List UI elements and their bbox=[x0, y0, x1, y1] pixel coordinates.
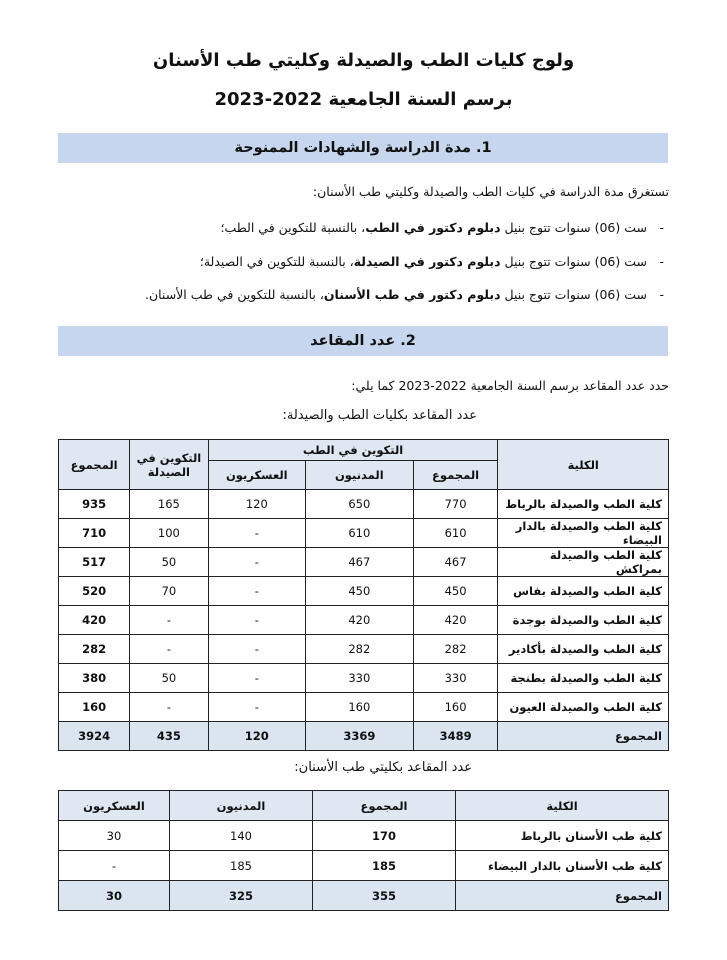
col-grand-total: المجموع bbox=[59, 440, 130, 490]
cell-faculty: كلية الطب والصيدلة بأكادير bbox=[498, 635, 669, 664]
cell-civil: 450 bbox=[305, 577, 413, 606]
bullet-medicine bbox=[221, 220, 647, 235]
table-row bbox=[59, 577, 669, 606]
cell-civil: 610 bbox=[305, 519, 413, 548]
cell-total-med: 420 bbox=[413, 606, 498, 635]
cell-total-med: 770 bbox=[413, 490, 498, 519]
bullet-text: ست (06) سنوات تتوج بنيل bbox=[500, 287, 647, 302]
cell-pharmacy: 50 bbox=[130, 664, 208, 693]
cell-sum-total: 355 bbox=[313, 881, 456, 911]
col-faculty: الكلية bbox=[498, 440, 669, 490]
cell-faculty: كلية الطب والصيدلة بفاس bbox=[498, 577, 669, 606]
table-sum-row bbox=[59, 722, 669, 751]
cell-civil: 650 bbox=[305, 490, 413, 519]
medicine-pharmacy-seats-table bbox=[58, 439, 669, 751]
bullet-text: ، بالنسبة للتكوين في الصيدلة؛ bbox=[199, 254, 354, 269]
section1-intro: تستغرق مدة الدراسة في كليات الطب والصيدلة وكليتي طب الأسنان: bbox=[312, 184, 669, 199]
cell-sum-pharmacy: 435 bbox=[130, 722, 208, 751]
table-row bbox=[59, 851, 669, 881]
bullet-pharmacy bbox=[200, 254, 647, 269]
cell-pharmacy: 70 bbox=[130, 577, 208, 606]
cell-sum-label: المجموع bbox=[498, 722, 669, 751]
cell-military: 30 bbox=[59, 821, 170, 851]
cell-faculty: كلية طب الأسنان بالرباط bbox=[456, 821, 669, 851]
bullet-bold: دبلوم دكتور في الطب bbox=[365, 220, 501, 235]
cell-sum-civil: 325 bbox=[170, 881, 313, 911]
cell-sum-civil: 3369 bbox=[305, 722, 413, 751]
table-row bbox=[59, 821, 669, 851]
cell-total-med: 282 bbox=[413, 635, 498, 664]
col-total-med: المجموع bbox=[413, 461, 498, 490]
cell-faculty: كلية الطب والصيدلة بمراكش bbox=[498, 548, 669, 577]
bullet-bold: دبلوم دكتور في الصيدلة bbox=[353, 254, 501, 269]
cell-total: 517 bbox=[59, 548, 130, 577]
cell-total: 185 bbox=[313, 851, 456, 881]
cell-civil: 467 bbox=[305, 548, 413, 577]
cell-faculty: كلية الطب والصيدلة بوجدة bbox=[498, 606, 669, 635]
bullet-text: ست (06) سنوات تتوج بنيل bbox=[500, 254, 647, 269]
col-faculty: الكلية bbox=[456, 791, 669, 821]
cell-faculty: كلية الطب والصيدلة بالدار البيضاء bbox=[498, 519, 669, 548]
cell-sum-military: 120 bbox=[208, 722, 305, 751]
cell-total: 282 bbox=[59, 635, 130, 664]
cell-civil: 330 bbox=[305, 664, 413, 693]
cell-pharmacy: 100 bbox=[130, 519, 208, 548]
cell-faculty: كلية الطب والصيدلة العيون bbox=[498, 693, 669, 722]
cell-total-med: 450 bbox=[413, 577, 498, 606]
dentistry-seats-table bbox=[58, 790, 669, 911]
bullet-bold: دبلوم دكتور في طب الأسنان bbox=[323, 287, 501, 302]
cell-total: 380 bbox=[59, 664, 130, 693]
page-subtitle: برسم السنة الجامعية 2022-2023 bbox=[214, 89, 513, 110]
cell-military: 120 bbox=[208, 490, 305, 519]
section2-intro: حدد عدد المقاعد برسم السنة الجامعية 2022-2023 كما يلي: bbox=[351, 378, 669, 393]
bullet-dentistry bbox=[145, 287, 647, 302]
cell-total-med: 330 bbox=[413, 664, 498, 693]
cell-civil: 282 bbox=[305, 635, 413, 664]
cell-pharmacy: 50 bbox=[130, 548, 208, 577]
cell-total: 710 bbox=[59, 519, 130, 548]
table2-caption: عدد المقاعد بكليتي طب الأسنان: bbox=[294, 760, 472, 775]
section2-heading: 2. عدد المقاعد bbox=[58, 326, 668, 356]
cell-total-med: 610 bbox=[413, 519, 498, 548]
bullet-dash: - bbox=[659, 254, 664, 269]
cell-military: - bbox=[208, 606, 305, 635]
cell-military: - bbox=[208, 635, 305, 664]
cell-total: 170 bbox=[313, 821, 456, 851]
col-total: المجموع bbox=[313, 791, 456, 821]
table-row bbox=[59, 548, 669, 577]
cell-faculty: كلية طب الأسنان بالدار البيضاء bbox=[456, 851, 669, 881]
cell-pharmacy: - bbox=[130, 635, 208, 664]
table-row bbox=[59, 693, 669, 722]
cell-military: - bbox=[208, 519, 305, 548]
cell-pharmacy: 165 bbox=[130, 490, 208, 519]
cell-military: - bbox=[208, 577, 305, 606]
cell-military: - bbox=[208, 548, 305, 577]
cell-civil: 160 bbox=[305, 693, 413, 722]
bullet-text: ست (06) سنوات تتوج بنيل bbox=[500, 220, 647, 235]
cell-total: 420 bbox=[59, 606, 130, 635]
cell-faculty: كلية الطب والصيدلة بالرباط bbox=[498, 490, 669, 519]
table-row bbox=[59, 635, 669, 664]
cell-civil: 420 bbox=[305, 606, 413, 635]
cell-total: 935 bbox=[59, 490, 130, 519]
cell-military: - bbox=[208, 693, 305, 722]
bullet-text: ، بالنسبة للتكوين في الطب؛ bbox=[220, 220, 366, 235]
col-civil: المدنيون bbox=[305, 461, 413, 490]
table-row bbox=[59, 664, 669, 693]
cell-military: - bbox=[59, 851, 170, 881]
bullet-dash: - bbox=[659, 220, 664, 235]
col-medicine-group: التكوين في الطب bbox=[208, 440, 498, 461]
cell-military: - bbox=[208, 664, 305, 693]
table-sum-row bbox=[59, 881, 669, 911]
section1-heading: 1. مدة الدراسة والشهادات الممنوحة bbox=[58, 133, 668, 163]
cell-pharmacy: - bbox=[130, 693, 208, 722]
cell-total-med: 160 bbox=[413, 693, 498, 722]
cell-faculty: كلية الطب والصيدلة بطنجة bbox=[498, 664, 669, 693]
cell-civil: 140 bbox=[170, 821, 313, 851]
cell-civil: 185 bbox=[170, 851, 313, 881]
cell-sum-total-med: 3489 bbox=[413, 722, 498, 751]
cell-total: 520 bbox=[59, 577, 130, 606]
table-row bbox=[59, 519, 669, 548]
col-pharmacy: التكوين في الصيدلة bbox=[130, 440, 208, 490]
cell-sum-total: 3924 bbox=[59, 722, 130, 751]
bullet-text: ، بالنسبة للتكوين في طب الأسنان. bbox=[144, 287, 324, 302]
table-row bbox=[59, 606, 669, 635]
cell-total-med: 467 bbox=[413, 548, 498, 577]
bullet-dash: - bbox=[659, 287, 664, 302]
table1-caption: عدد المقاعد بكليات الطب والصيدلة: bbox=[282, 408, 477, 423]
col-civil: المدنيون bbox=[170, 791, 313, 821]
cell-pharmacy: - bbox=[130, 606, 208, 635]
page-title: ولوج كليات الطب والصيدلة وكليتي طب الأسنان bbox=[152, 50, 575, 71]
col-military: العسكريون bbox=[59, 791, 170, 821]
cell-sum-label: المجموع bbox=[456, 881, 669, 911]
cell-sum-military: 30 bbox=[59, 881, 170, 911]
table-row bbox=[59, 490, 669, 519]
col-military: العسكريون bbox=[208, 461, 305, 490]
cell-total: 160 bbox=[59, 693, 130, 722]
